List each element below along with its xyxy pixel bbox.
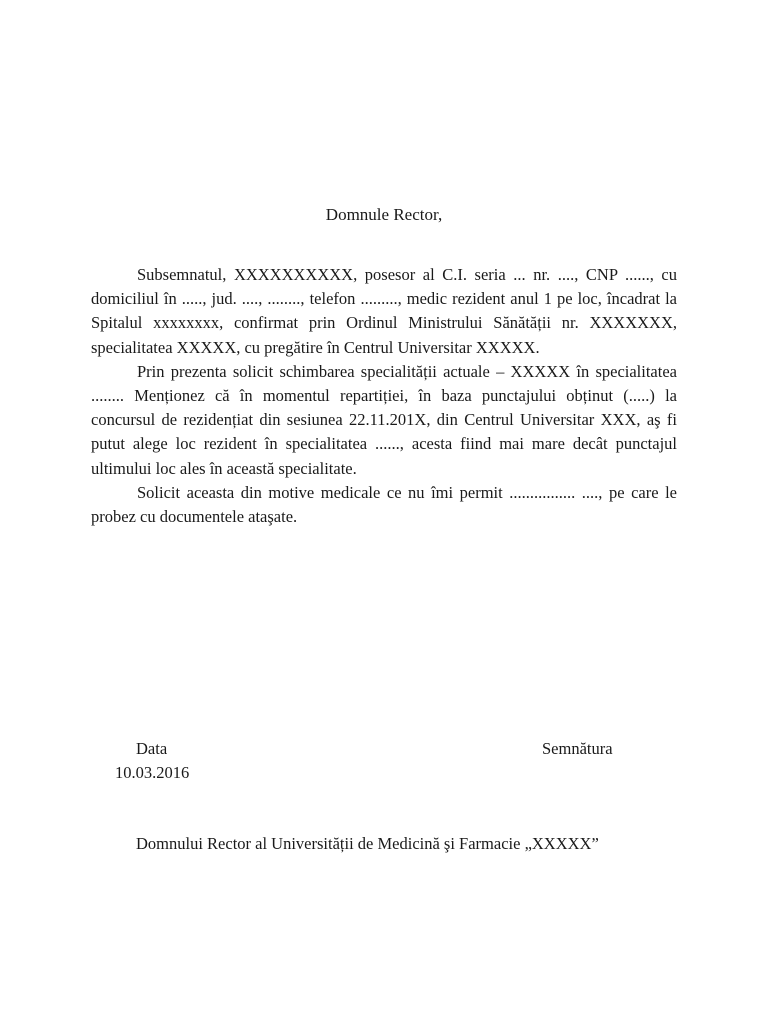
- date-value: 10.03.2016: [115, 763, 190, 782]
- salutation: Domnule Rector,: [325, 205, 443, 224]
- addressee: Domnului Rector al Universității de Medicină şi Farmacie „XXXXX”: [136, 834, 599, 853]
- paragraph-identification: Subsemnatul, XXXXXXXXXX, posesor al C.I. seria ... nr. ...., CNP ......, cu domiciliul în ....., jud. ...., ........, telefon ........., medic rezident anul 1 pe loc, încadrat la Spitalul xxxxxxxx, confirmat prin Ordinul Ministrului Sănătății nr. XXXXXXX, specialitatea XXXXX, cu pregătire în Centrul Universitar XXXXX.: [91, 265, 677, 357]
- signature-label: Semnătura: [542, 739, 613, 758]
- paragraph-reason: Solicit aceasta din motive medicale ce nu îmi permit ................ ...., pe care le probez cu documentele ataşate.: [91, 482, 677, 527]
- letter-body: [91, 263, 677, 529]
- paragraph-request: Prin prezenta solicit schimbarea specialității actuale – XXXXX în specialitatea ........ Menționez că în momentul repartiției, în baza punctajului obținut (.....) la concursul de rezidențiat din sesiunea 22.11.201X, din Centrul Universitar XXX, aş fi putut alege loc rezident în specialitatea ......, acesta fiind mai mare decât punctajul ultimului loc ales în această specialitate.: [91, 361, 677, 478]
- date-label: Data: [136, 739, 168, 758]
